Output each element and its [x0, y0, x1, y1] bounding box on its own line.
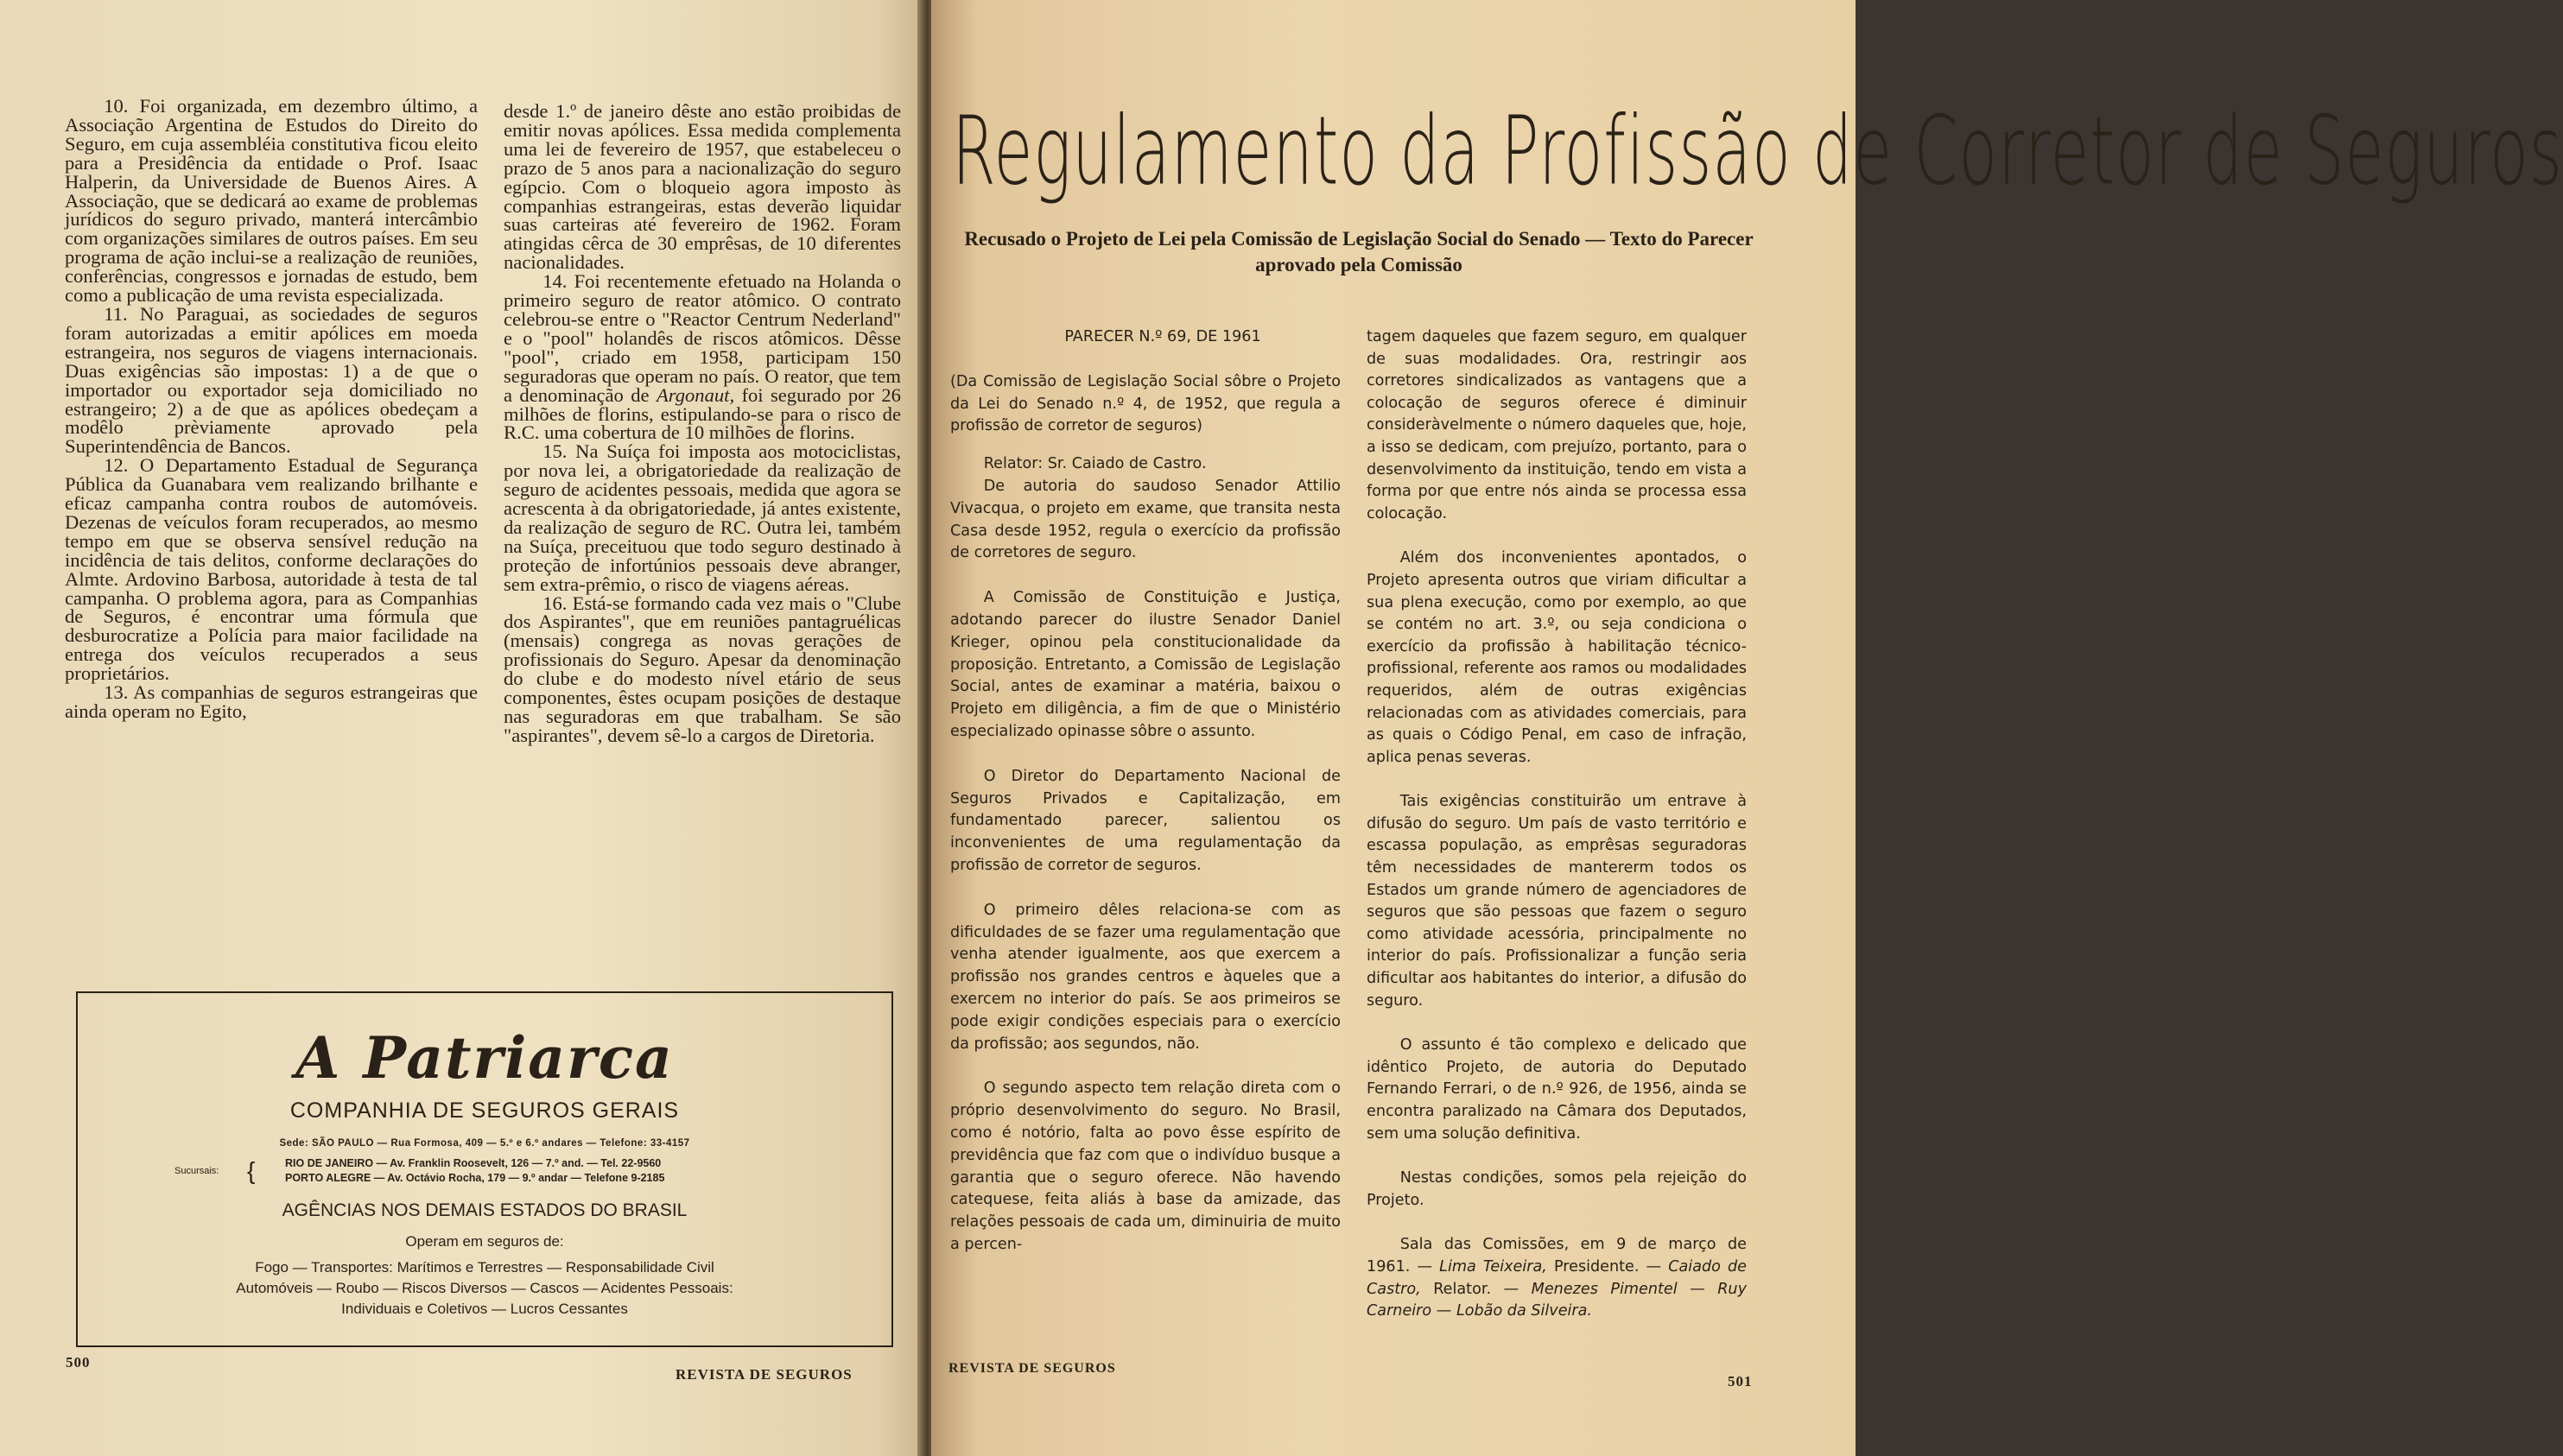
paragraph-13-continued: desde 1.º de janeiro dêste ano estão proibidas de emitir novas apólices. Essa medida complementa uma lei de fevereiro de 1957, que estabeleceu o prazo de 5 anos para a nacionalização do seguro egípcio. Com o bloqueio agora imposto às companhias estrangeiras, estas deverão liquidar suas carteiras até fevereiro de 1962. Foram atingidas cêrca de 30 emprêsas, de 10 diferentes nacionalidades. — [504, 100, 901, 274]
paragraph-14-text: 14. Foi recentemente efetuado na Holanda o primeiro seguro de reator atômico. O contrato celebrou-se entre o "Reactor Centrum Nederland" e o "pool" holandês de riscos atômicos. Dêsse "pool", criado em 1958, participam 150 seguradoras que operam no país. O reator, que tem a denominação de — [504, 270, 901, 406]
right-paragraph: Tais exigências constituirão um entrave à difusão do seguro. Um país de vasto território e escassa população, as emprêsas seguradoras têm necessidades de mantererm todos os Estados um grande número de agenciadores de seguros que são pessoas que fazem o seguro como atividade acessória, principalmente no interior do país. Profissionalizar a função seria dificultar aos habitantes do interior, a difusão do seguro. — [1367, 793, 1747, 1010]
ad-operate-in: Operam em seguros de: — [405, 1233, 564, 1250]
ad-branch-rio: RIO DE JANEIRO — Av. Franklin Roosevelt, 126 — 7.º and. — Tel. 22-9560 — [285, 1157, 662, 1169]
article-title: Regulamento da Profissão de Corretor de Seguros — [952, 97, 2563, 207]
other-signatories: Menezes Pimentel — Ruy Carneiro — Lobão da Silveira. — [1367, 1280, 1747, 1320]
left-column-2 — [504, 102, 901, 745]
paragraph-16: 16. Está-se formando cada vez mais o "Clube dos Aspirantes", que em reuniões pantagruélicas (mensais) congrega as novas gerações de profissionais do Seguro. Apesar da denominação do clube e do modesto nível etário de seus componentes, êstes ocupam posições de destaque nas seguradoras em que trabalham. Se são "aspirantes", devem sê-lo a cargos de Diretoria. — [504, 592, 901, 746]
ad-insurance-lines — [147, 1257, 822, 1320]
ad-company-logo: A Patriarca — [295, 1024, 674, 1092]
relator-line: Relator: Sr. Caiado de Castro. — [983, 455, 1207, 473]
right-paragraph: O segundo aspecto tem relação direta com o próprio desenvolvimento do seguro. No Brasil, como é notório, falta ao povo êsse espírito de previdência que faz com que o indivíduo busque a garantia que o seguro oferece. Não havendo catequese, feita aliás à base da amizade, das relações pessoais de cada um, diminuiria de muito a percen- — [950, 1079, 1341, 1253]
page-number-right: 501 — [1728, 1373, 1753, 1390]
ad-subtitle: COMPANHIA DE SEGUROS GERAIS — [289, 1098, 680, 1123]
ad-sucursais-label: Sucursais: — [174, 1166, 219, 1176]
ad-agencies: AGÊNCIAS NOS DEMAIS ESTADOS DO BRASIL — [282, 1200, 688, 1220]
parecer-context: (Da Comissão de Legislação Social sôbre o Projeto da Lei do Senado n.º 4, de 1952, que regula a profissão de corretor de seguros) — [950, 372, 1341, 435]
left-page — [0, 0, 923, 1456]
signatory-relator: Caiado de Castro, — [1367, 1257, 1747, 1298]
right-column-1 — [950, 326, 1341, 1257]
advertisement-box — [76, 991, 893, 1347]
page-number-left: 500 — [66, 1354, 91, 1371]
ad-line: Automóveis — Roubo — Riscos Diversos — Cascos — Acidentes Pessoais: — [236, 1280, 733, 1296]
ad-line: Fogo — Transportes: Marítimos e Terrestres — Responsabilidade Civil — [255, 1259, 714, 1276]
right-paragraph: tagem daqueles que fazem seguro, em qualquer de suas modalidades. Ora, restringir aos corretores sindicalizados as vantagens que a colocação de seguros oferece é diminuir consideràvelmente o número daqueles que, hoje, a isso se dedicam, com prejuízo, portanto, para o desenvolvimento da instituição, tendo em vista a forma por que entre nós ainda se processa essa colocação. — [1367, 328, 1747, 522]
ad-branch-porto-alegre: PORTO ALEGRE — Av. Octávio Rocha, 179 — 9.º andar — Telefone 9-2185 — [285, 1172, 665, 1184]
right-column-2 — [1367, 326, 1747, 1323]
running-title-right: REVISTA DE SEGUROS — [948, 1361, 1116, 1376]
president-role: Presidente. — — [1553, 1257, 1662, 1276]
relator-role: Relator. — — [1433, 1280, 1519, 1298]
right-paragraph: Além dos inconvenientes apontados, o Projeto apresenta outros que viriam dificultar a sua plena execução, como por exemplo, ao que se contém no art. 3.º, ou seja condiciona o exercício da profissão à habilitação técnico-profissional, referente aos ramos ou modalidades requeridos, além de outras exigências relacionadas com as atividades comerciais, para as quais o Código Penal, em caso de infração, aplica penas severas. — [1367, 549, 1747, 766]
paragraph-15: 15. Na Suíça foi imposta aos motociclistas, por nova lei, a obrigatoriedade da realização de seguro de acidentes pessoais, medida que agora se acrescenta à da obrigatoriedade, já antes existente, da realização de seguro de RC. Outra lei, também na Suíça, preceituou que todo seguro destinado à proteção de infortúnios pessoais deve abranger, sem extra-prêmio, o risco de viagens aéreas. — [504, 440, 901, 595]
signature-paragraph — [1367, 1234, 1747, 1322]
right-paragraph: O assunto é tão complexo e delicado que idêntico Projeto, de autoria do Deputado Fernando Ferrari, o de n.º 926, de 1956, ainda se encontra paralizado na Câmara dos Deputados, sem uma solução definitiva. — [1367, 1036, 1747, 1143]
right-paragraph: O Diretor do Departamento Nacional de Seguros Privados e Capitalização, em fundamentado parecer, salientou os inconvenientes de uma regulamentação da profissão de corretor de seguros. — [950, 767, 1341, 874]
ad-headquarters: Sede: SÃO PAULO — Rua Formosa, 409 — 5.º e 6.º andares — Telefone: 33-4157 — [279, 1138, 690, 1149]
signatory-president: Lima Teixeira, — [1439, 1257, 1547, 1276]
right-paragraph: De autoria do saudoso Senador Attilio Vivacqua, o projeto em exame, que transita nesta Casa desde 1952, regula o exercício da profissão de corretores de seguro. — [950, 477, 1341, 562]
right-paragraph: A Comissão de Constituição e Justiça, adotando parecer do ilustre Senador Daniel Krieger, opinou pela constitucionalidade da proposição. Entretanto, a Comissão de Legislação Social, antes de examinar a matéria, baixou o Projeto em diligência, a fim de que o Ministério especializado opinasse sôbre o assunto. — [950, 589, 1341, 740]
paragraph-14-end: foi segurado por 26 milhões de florins, estipulando-se para o risco de R.C. uma cobertura de 10 milhões de florins. — [504, 383, 901, 444]
ad-line: Individuais e Coletivos — Lucros Cessantes — [341, 1301, 628, 1317]
right-paragraph: O primeiro dêles relaciona-se com as dificuldades de se fazer uma regulamentação que venha atender igualmente, aos que exercem a profissão nos grandes centros e àqueles que a exercem no interior do país. Se aos primeiros se pode exigir condições especiais para o exercício da profissão; aos segundos, não. — [950, 901, 1341, 1053]
right-paragraph: Nestas condições, somos pela rejeição do Projeto. — [1367, 1169, 1747, 1209]
article-subtitle: Recusado o Projeto de Lei pela Comissão de Legislação Social do Senado — Texto do Parecer aprovado pela Comissão — [964, 228, 1754, 275]
running-title-left: REVISTA DE SEGUROS — [676, 1366, 853, 1383]
paragraph-11: 11. No Paraguai, as sociedades de seguros foram autorizadas a emitir apólices em moeda estrangeira, nos seguros de viagens internacionais. Duas exigências são impostas: 1) a de que o importador ou exportador seja domiciliado no estrangeiro; 2) a de que as apólices obedeçam a modêlo prèviamente aprovado pela Superintendência de Bancos. — [65, 302, 478, 458]
paragraph-12: 12. O Departamento Estadual de Segurança Pública da Guanabara vem realizando brilhante e eficaz campanha contra roubos de automóveis. Dezenas de veículos foram recuperados, ao mesmo tempo em que se observa sensível redução na incidência de tais delitos, conforme declarações do Almte. Ardovino Barbosa, autoridade à testa de tal campanha. O problema agora, para as Companhias de Seguros, é encontrar uma fórmula que desburocratize a Polícia para maior facilidade na entrega dos veículos recuperados a seus proprietários. — [65, 454, 478, 685]
session-line: Sala das Comissões, em 9 de março de 1961. — — [1367, 1236, 1747, 1276]
paragraph-13: 13. As companhias de seguros estrangeiras que ainda operam no Egito, — [65, 681, 478, 722]
left-column-1 — [65, 97, 478, 721]
brace-icon: { — [247, 1157, 256, 1184]
parecer-heading: PARECER N.º 69, DE 1961 — [1064, 328, 1261, 345]
reactor-name: Argonaut, — [656, 383, 735, 406]
paragraph-14 — [504, 272, 901, 442]
paragraph-10: 10. Foi organizada, em dezembro último, a Associação Argentina de Estudos do Direito do Seguro, em cuja assembléia constitutiva ficou eleito para a Presidência da entidade o Prof. Isaac Halperin, da Universidade de Buenos Aires. A Associação, que se dedicará ao exame de problemas jurídicos do seguro privado, manterá intercâmbio com organizações similares de outros países. Em seu programa de ação inclui-se a realização de reuniões, conferências, congressos e jornadas de estudo, bem como a publicação de uma revista especializada. — [65, 95, 478, 307]
